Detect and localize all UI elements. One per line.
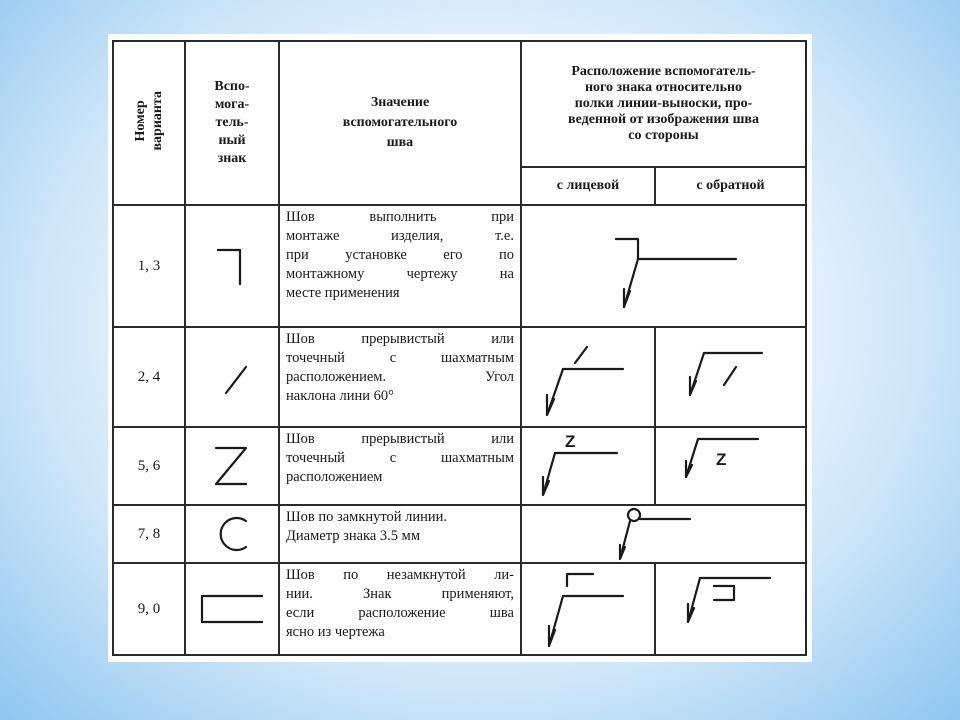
table-row xyxy=(113,505,806,563)
variant-number: 7, 8 xyxy=(113,505,185,563)
position-back-slash-icon xyxy=(655,327,806,427)
variant-number: 9, 0 xyxy=(113,563,185,655)
svg-text:Z: Z xyxy=(565,432,576,451)
variant-number: 1, 3 xyxy=(113,205,185,327)
position-back-bracket-icon xyxy=(655,563,806,655)
meaning-text: Шов прерывистый или точечный с шахматным расположением. Угол наклона лини 60° xyxy=(279,327,521,427)
slash-sign-icon xyxy=(185,327,279,427)
position-front-bracket-icon xyxy=(521,563,655,655)
header-front-side: с лицевой xyxy=(521,167,655,205)
svg-text:Z: Z xyxy=(716,450,727,469)
weld-sign-table xyxy=(112,40,807,656)
header-variant-number: Номер варианта xyxy=(113,41,185,205)
header-position: Расположение вспомогатель- ного знака относительно полки линии-выноски, про- веденной от изображения шва со стороны xyxy=(521,41,806,167)
meaning-text: Шов прерывистый или точечный с шахматным расположением xyxy=(279,427,521,505)
open-bracket-sign-icon xyxy=(185,563,279,655)
position-circle-icon xyxy=(521,505,806,563)
meaning-text: Шов выполнить при монтаже изделия, т.е. при установке его по монтажному чертежу на месте применения xyxy=(279,205,521,327)
position-back-zigzag-icon xyxy=(655,427,806,505)
header-aux-sign: Вспо- мога- тель- ный знак xyxy=(185,41,279,205)
header-back-side: с обратной xyxy=(655,167,806,205)
table-row xyxy=(113,327,806,427)
position-assembly-icon xyxy=(521,205,806,327)
table-row xyxy=(113,427,806,505)
weld-sign-table-sheet xyxy=(108,34,812,662)
variant-number: 2, 4 xyxy=(113,327,185,427)
position-front-slash-icon xyxy=(521,327,655,427)
header-meaning: Значение вспомогательного шва xyxy=(279,41,521,205)
meaning-text: Шов по незамкнутой ли- нии. Знак применяют, если расположение шва ясно из чертежа xyxy=(279,563,521,655)
circle-sign-icon xyxy=(185,505,279,563)
meaning-text: Шов по замкнутой линии. Диаметр знака 3.5 мм xyxy=(279,505,521,563)
assembly-sign-icon xyxy=(185,205,279,327)
variant-number: 5, 6 xyxy=(113,427,185,505)
table-row xyxy=(113,205,806,327)
position-front-zigzag-icon xyxy=(521,427,655,505)
table-row xyxy=(113,563,806,655)
zigzag-sign-icon xyxy=(185,427,279,505)
